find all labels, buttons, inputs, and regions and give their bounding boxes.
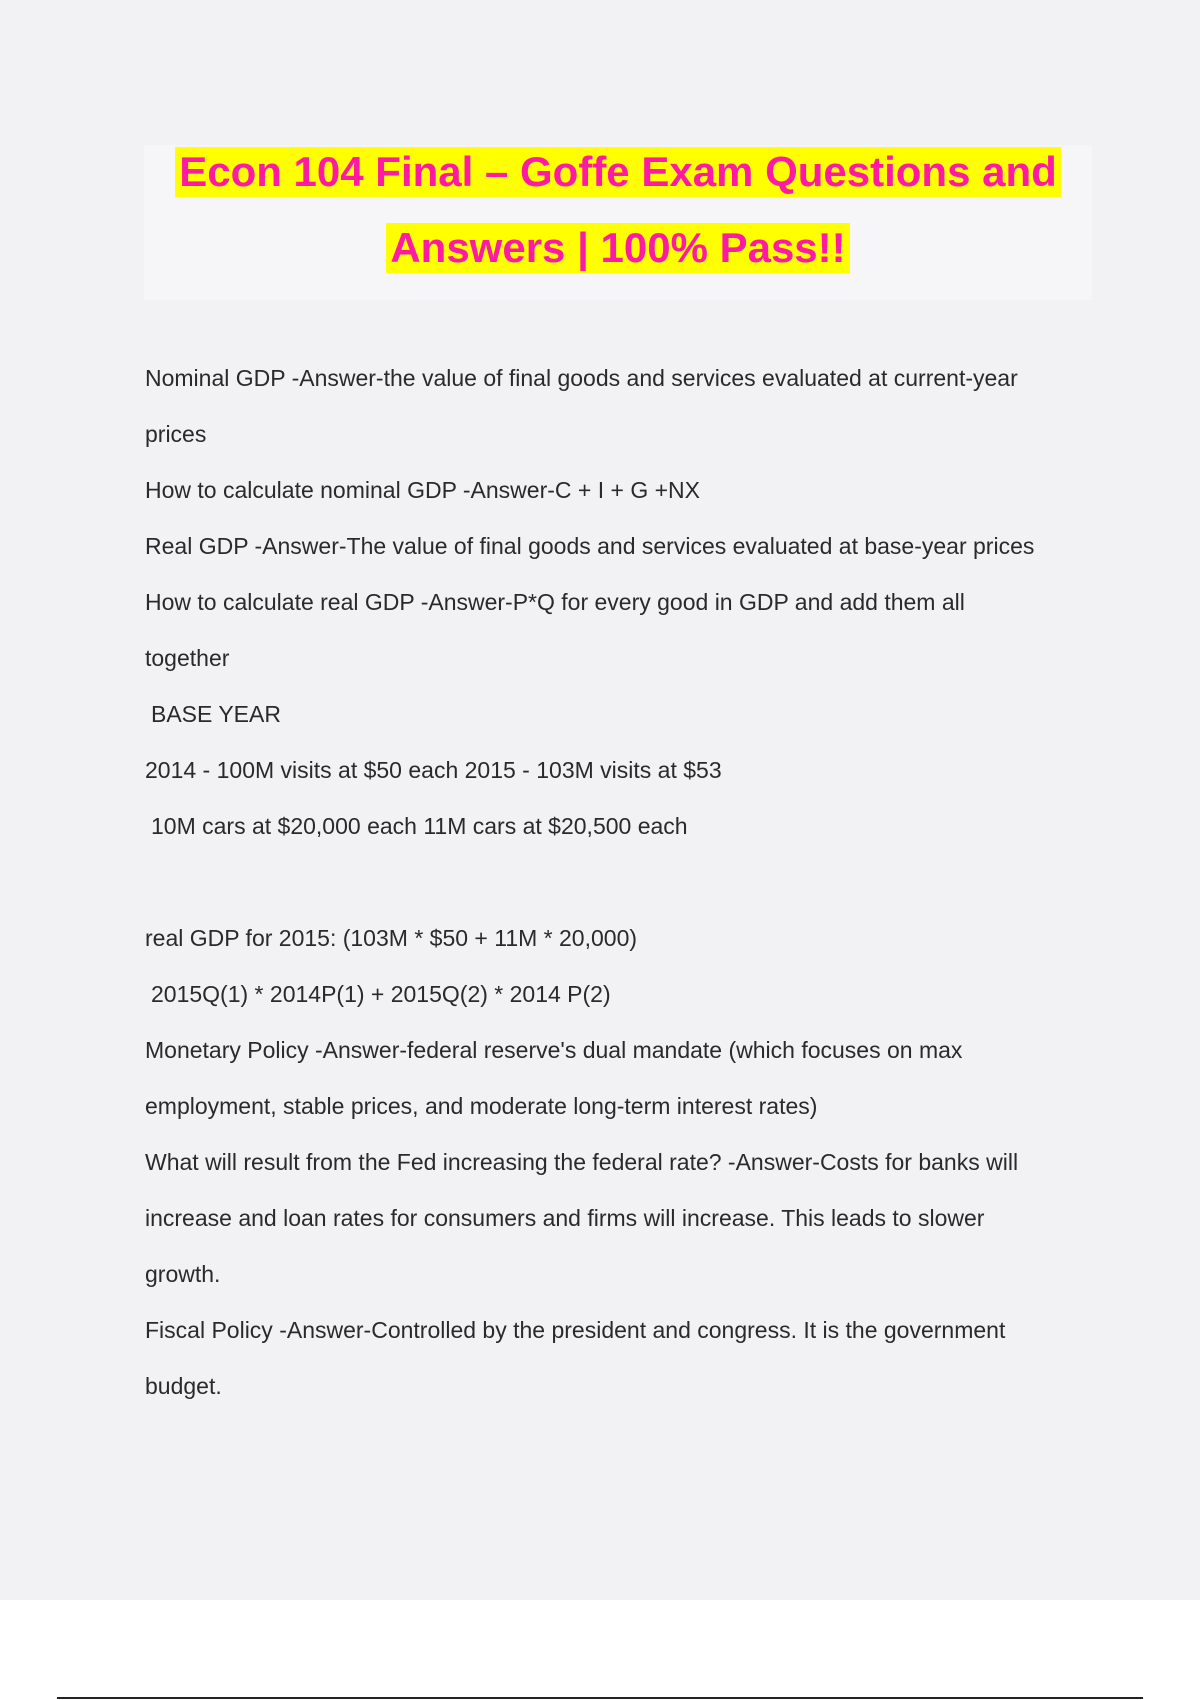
text-line: How to calculate real GDP -Answer-P*Q for every good in GDP and add them all <box>145 589 965 615</box>
text-line: growth. <box>145 1261 221 1287</box>
text-line: What will result from the Fed increasing the federal rate? -Answer-Costs for banks will <box>145 1149 1019 1175</box>
text-line: together <box>145 645 230 671</box>
text-line: How to calculate nominal GDP -Answer-C + I + G +NX <box>145 477 700 503</box>
text-line: prices <box>145 421 207 447</box>
text-line: 2014 - 100M visits at $50 each 2015 - 103M visits at $53 <box>145 757 722 783</box>
text-line: Nominal GDP -Answer-the value of final goods and services evaluated at current-year <box>145 365 1018 391</box>
text-line: 2015Q(1) * 2014P(1) + 2015Q(2) * 2014 P(2) <box>151 981 611 1007</box>
footer-divider <box>57 1697 1143 1699</box>
text-line: BASE YEAR <box>151 701 281 727</box>
text-line: real GDP for 2015: (103M * $50 + 11M * 20,000) <box>145 925 638 951</box>
title-box <box>144 145 1092 300</box>
text-line: increase and loan rates for consumers and firms will increase. This leads to slower <box>145 1205 985 1231</box>
text-line: Real GDP -Answer-The value of final goods and services evaluated at base-year prices <box>145 533 1035 559</box>
page-title-line-1: Econ 104 Final – Goffe Exam Questions and <box>175 147 1061 197</box>
blank-line <box>145 854 1095 910</box>
text-line: Monetary Policy -Answer-federal reserve's dual mandate (which focuses on max <box>145 1037 963 1063</box>
document-body <box>145 350 1095 1414</box>
text-line: Fiscal Policy -Answer-Controlled by the president and congress. It is the government <box>145 1317 1006 1343</box>
text-line: budget. <box>145 1373 222 1399</box>
text-line: 10M cars at $20,000 each 11M cars at $20,500 each <box>151 813 688 839</box>
text-line: employment, stable prices, and moderate long-term interest rates) <box>145 1093 818 1119</box>
page-title-line-2: Answers | 100% Pass!! <box>386 223 849 273</box>
